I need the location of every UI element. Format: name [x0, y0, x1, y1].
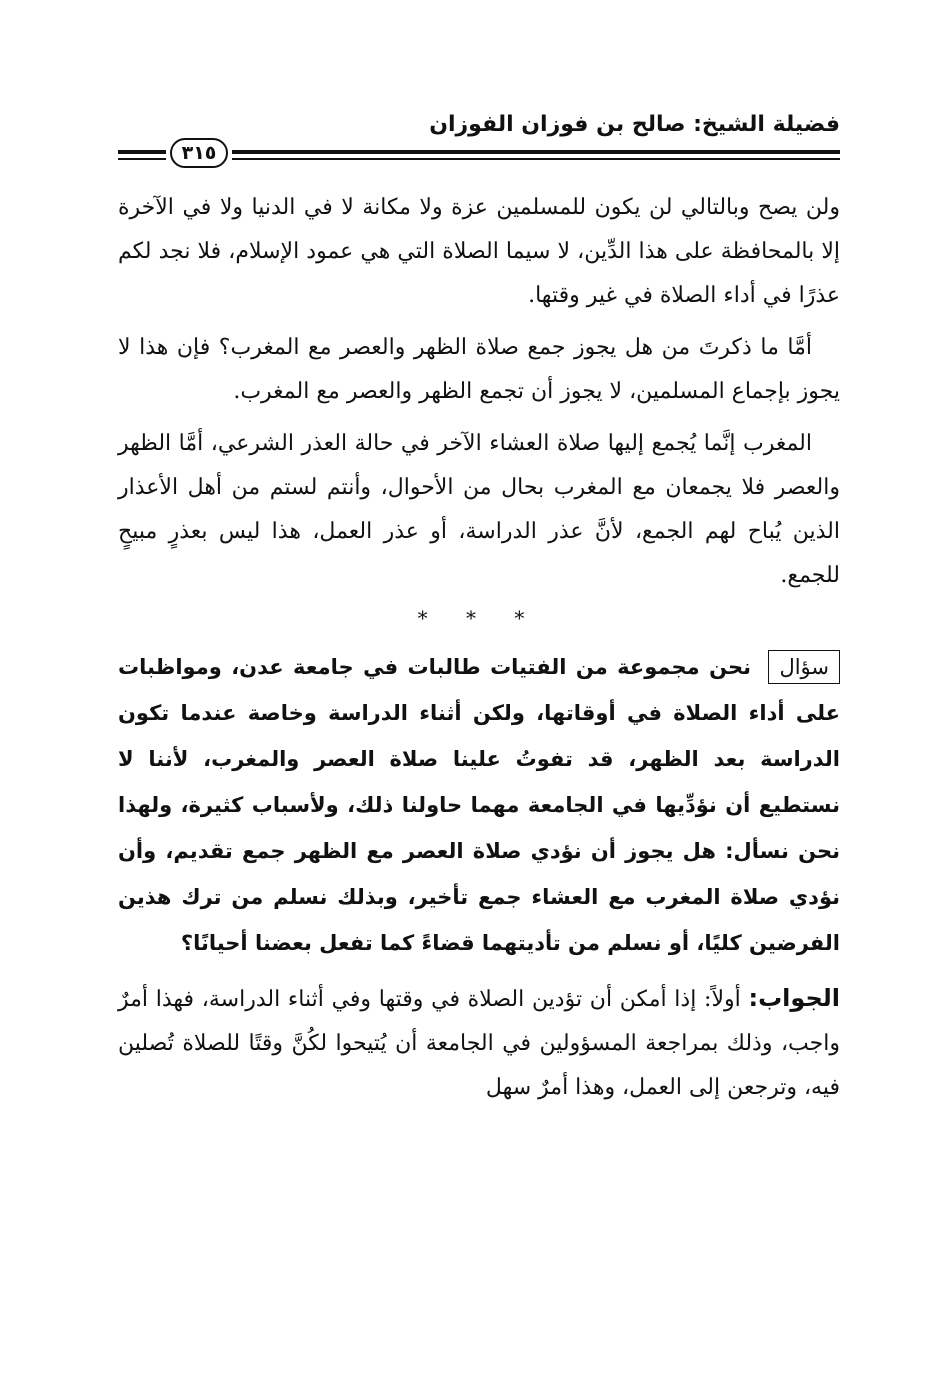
- page-number: ٣١٥: [170, 138, 228, 168]
- question-text: نحن مجموعة من الفتيات طالبات في جامعة عدن، ومواظبات على أداء الصلاة في أوقاتها، ولكن أثناء الدراسة وخاصة عندما تكون الدراسة بعد الظهر، قد تفوتُ علينا صلاة العصر والمغرب، لأننا لا نستطيع أن نؤدِّيها في الجامعة مهما حاولنا ذلك، ولأسباب كثيرة، ولهذا نحن نسأل: هل يجوز أن نؤدي صلاة العصر مع الظهر جمع تقديم، وأن نؤدي صلاة المغرب مع العشاء جمع تأخير، وبذلك نسلم من ترك هذين الفرضين كليًا، أو نسلم من تأديتهما قضاءً كما تفعل بعضنا أحيانًا؟: [118, 655, 840, 955]
- paragraph-1: ولن يصح وبالتالي لن يكون للمسلمين عزة ولا مكانة لا في الدنيا ولا في الآخرة إلا بالمحافظة على هذا الدِّين، لا سيما الصلاة التي هي عمود الإسلام، فلا نجد لكم عذرًا في أداء الصلاة في غير وقتها.: [118, 195, 840, 308]
- paragraph-2: أمَّا ما ذكرتَ من هل يجوز جمع صلاة الظهر والعصر مع المغرب؟ فإن هذا لا يجوز بإجماع المسلمين، لا يجوز أن تجمع الظهر والعصر مع المغرب.: [118, 335, 840, 404]
- answer-text: أولاً: إذا أمكن أن تؤدين الصلاة في وقتها وفي أثناء الدراسة، فهذا أمرٌ واجب، وذلك بمراجعة المسؤولين في الجامعة أن يُتيحوا لكُنَّ وقتًا للصلاة تُصلين فيه، وترجعن إلى العمل، وهذا أمرٌ سهل: [118, 987, 840, 1100]
- header-title: فضيلة الشيخ: صالح بن فوزان الفوزان: [429, 112, 840, 137]
- question-block: [118, 644, 840, 966]
- answer-block: [118, 976, 840, 1110]
- header-rule-left-thin: [118, 158, 166, 160]
- question-label: سؤال: [768, 650, 840, 684]
- paragraph-3: المغرب إنَّما يُجمع إليها صلاة العشاء الآخر في حالة العذر الشرعي، أمَّا الظهر والعصر فلا يجمعان مع المغرب بحال من الأحوال، وأنتم لستم من أهل الأعذار الذين يُباح لهم الجمع، لأنَّ عذر الدراسة، أو عذر العمل، هذا ليس بعذرٍ مبيحٍ للجمع.: [118, 431, 840, 588]
- header-rule-thin: [232, 158, 840, 160]
- section-separator: * * *: [417, 606, 541, 630]
- header-rule-left-thick: [118, 150, 166, 154]
- body-text: [118, 186, 840, 1110]
- page-header: [118, 108, 840, 168]
- answer-label: الجواب:: [748, 984, 840, 1012]
- header-rule-thick: [232, 150, 840, 154]
